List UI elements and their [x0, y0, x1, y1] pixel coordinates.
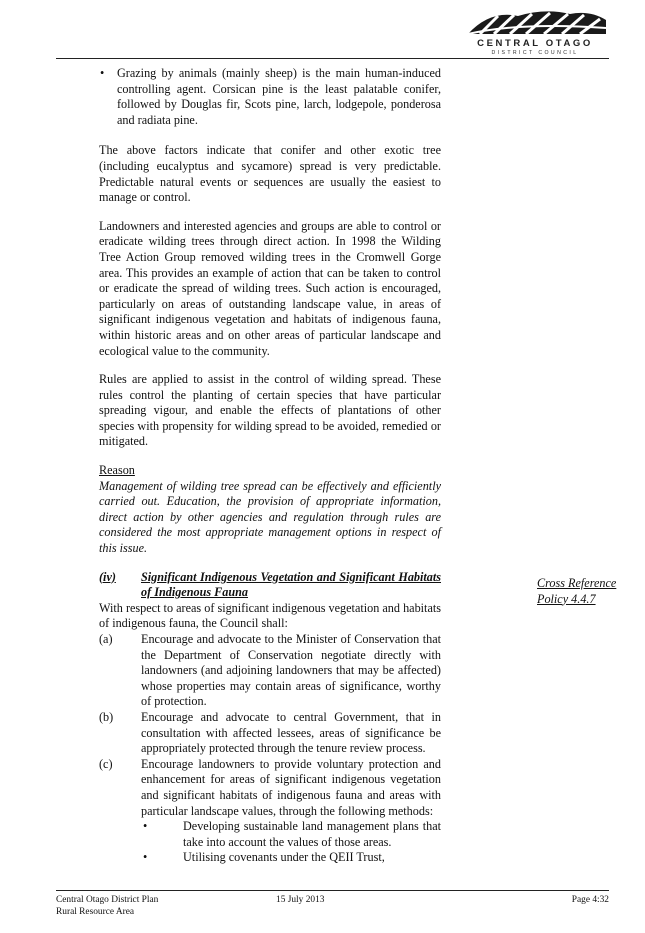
sub-bullet-text: Developing sustainable land management plans that take into account the values of those areas.: [183, 819, 441, 849]
paragraph-rules: Rules are applied to assist in the control of wilding spread. These rules control the planting of certain species that have particular spreading vigour, and enable the effects of plantations of other species with propensity for wilding spread to be avoided, remedied or mitigated.: [99, 372, 441, 449]
paragraph-landowners: Landowners and interested agencies and groups are able to control or eradicate wilding trees through direct action. In 1998 the Wilding Tree Action Group removed wilding trees in the Cromwell Gorge area. This provides an example of action that can be taken to control or eradicate the spread of wilding trees. Such action is encouraged, particularly on areas of outstanding landscape value, in areas of significant indigenous vegetation and habitats of indigenous fauna, within historic areas and on other areas of particular landscape and ecological value to the community.: [99, 218, 441, 358]
reason-heading: Reason: [99, 463, 135, 478]
logo-subtitle: DISTRICT COUNCIL: [491, 50, 579, 56]
logo-name: CENTRAL OTAGO: [477, 38, 593, 49]
council-logo: [460, 8, 610, 58]
section-intro: With respect to areas of significant indigenous vegetation and habitats of indigenous fauna, the Council shall:: [99, 600, 441, 631]
paragraph-predictable: The above factors indicate that conifer and other exotic tree (including eucalyptus and sycamore) spread is very predictable. Predictable natural events or sequences are usually the easiest to manage or control.: [99, 143, 441, 205]
bullet-dot-icon: •: [143, 819, 148, 834]
list-label: (a): [99, 632, 113, 646]
section-number: (iv): [99, 569, 116, 584]
footer-page-number: Page 4:32: [571, 895, 609, 905]
sub-bullet-covenants: [141, 850, 441, 866]
list-item-c: [99, 757, 441, 819]
section-heading: [99, 570, 441, 601]
reason-text: Management of wilding tree spread can be effectively and efficiently carried out. Education, the provision of appropriate information, direct action by other agencies and regulation through rules are considered the most appropriate management options in respect of this issue.: [99, 478, 441, 556]
cross-reference-policy: Policy 4.4.7: [537, 591, 596, 606]
sub-bullet-management-plans: [141, 819, 441, 850]
footer-area-name: Rural Resource Area: [56, 907, 135, 917]
bullet-dot-icon: •: [100, 66, 105, 80]
list-item-b: [99, 710, 441, 757]
main-content: [99, 66, 441, 866]
list-text: Encourage and advocate to the Minister of Conservation that the Department of Conservation negotiate directly with landowners (and adjoining landowners that may be affected) whose properties may contain areas of significance, worthy of protection.: [141, 632, 441, 709]
footer-document-title: [56, 894, 158, 918]
list-label: (b): [99, 709, 114, 724]
footer-date: 15 July 2013: [276, 895, 325, 905]
bullet-text: Grazing by animals (mainly sheep) is the main human-induced controlling agent. Corsican pine is the least palatable conifer, followed by Douglas fir, Scots pine, larch, lodgepole, ponderosa and radiata pine.: [117, 66, 441, 127]
list-text: Encourage landowners to provide voluntary protection and enhancement for areas of significant indigenous vegetation and significant habitats of indigenous fauna and areas with particular landscape values, through the following methods:: [141, 756, 441, 818]
cross-reference-label: Cross Reference: [537, 576, 617, 590]
cross-reference-note[interactable]: [537, 576, 616, 607]
list-item-a: [99, 632, 441, 710]
sub-bullet-text: Utilising covenants under the QEII Trust,: [183, 850, 385, 865]
section-title: Significant Indigenous Vegetation and Significant Habitats of Indigenous Fauna: [141, 569, 441, 600]
bullet-dot-icon: •: [143, 850, 148, 865]
bullet-grazing: [99, 66, 441, 128]
footer-rule: [56, 890, 609, 891]
mountain-stripes-icon: [460, 8, 610, 38]
header-rule: [56, 58, 609, 59]
list-text: Encourage and advocate to central Government, that in consultation with affected lessees, areas of significance be appropriately protected through the tenure review process.: [141, 709, 441, 756]
footer-plan-name: Central Otago District Plan: [56, 895, 159, 905]
list-label: (c): [99, 756, 113, 771]
